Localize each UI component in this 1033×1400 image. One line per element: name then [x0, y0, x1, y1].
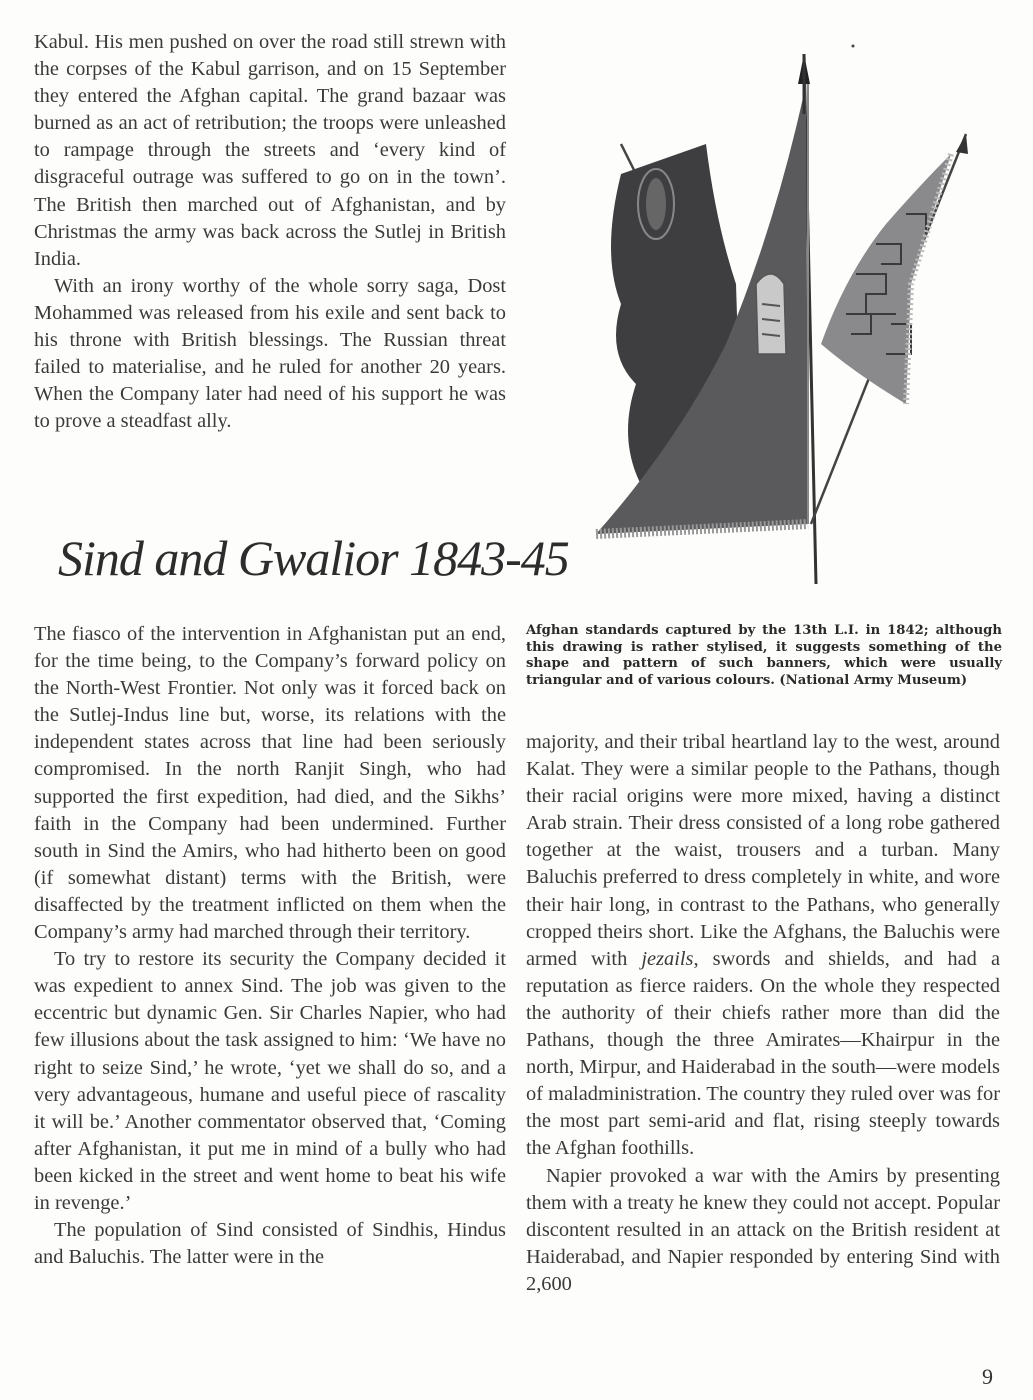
afghan-standards-illustration	[526, 24, 1006, 604]
paragraph: To try to restore its security the Company decided it was expedient to annex Sind. The job was given to the eccentric but dynamic Gen. Sir Charles Napier, who had few illusions about the task assigned to him: ‘We have no right to seize Sind,’ he wrote, ‘yet we shall do so, and a very advantageous, humane and useful piece of rascality it will be.’ Another commentator observed that, ‘Coming after Afghanistan, it put me in mind of a bully who had been kicked in the street and went home to beat his wife in revenge.’	[34, 948, 506, 1214]
text-run: , swords and shields, and had a reputation as fierce raiders. On the whole they respected the authority of their chiefs rather more than did the Pathans, though the three Amirates—Khairpur in the north, Mirpur, and Haiderabad in the south—were models of maladministration. The country they ruled over was for the most part semi-arid and flat, rising steeply towards the Afghan foothills.	[526, 947, 1000, 1160]
paragraph: The population of Sind consisted of Sindhis, Hindus and Baluchis. The latter were in the	[34, 1219, 506, 1269]
text-column-right	[526, 729, 1000, 1298]
banner-inscription-panel	[756, 274, 786, 354]
paragraph	[526, 729, 1000, 1163]
text-column-left-top	[34, 29, 506, 435]
pole-finial	[956, 134, 968, 154]
flags-drawing	[526, 24, 1006, 604]
speck	[852, 45, 855, 48]
banner-emblem-inner	[646, 178, 666, 230]
paragraph: Napier provoked a war with the Amirs by presenting them with a treaty he knew they could not accept. Popular discontent resulted in an attack on the British resident at Haiderabad, and Napier responded by entering Sind with 2,600	[526, 1164, 1000, 1295]
figure-caption: Afghan standards captured by the 13th L.I. in 1842; although this drawing is rather stylised, it suggests something of the shape and pattern of such banners, which were usually triangular and of various colours. (National Army Museum)	[526, 623, 1002, 688]
paragraph: The fiasco of the intervention in Afghanistan put an end, for the time being, to the Company’s forward policy on the North-West Frontier. Not only was it forced back on the Sutlej-Indus line but, worse, its relations with the independent states across that line had been seriously compromised. In the north Ranjit Singh, who had supported the first expedition, had died, and the Sikhs’ faith in the Company had been undermined. Further south in Sind the Amirs, who had hitherto been on good (if somewhat distant) terms with the British, were disaffected by the treatment inflicted on them when the Company’s army had marched through their territory.	[34, 623, 506, 944]
page-number: 9	[982, 1364, 993, 1389]
text-column-left-bottom	[34, 621, 506, 1271]
text-run: majority, and their tribal heartland lay to the west, around Kalat. They were a similar people to the Pathans, though their racial origins were more mixed, having a distinct Arab strain. Their dress consisted of a long robe gathered together at the waist, trousers and a turban. Many Baluchis preferred to dress completely in white, and wore their hair long, in contrast to the Pathans, who generally cropped theirs short. Like the Afghans, the Baluchis were armed with	[526, 731, 1000, 970]
section-heading: Sind and Gwalior 1843-45	[58, 530, 569, 586]
paragraph: Kabul. His men pushed on over the road still strewn with the corpses of the Kabul garrison, and on 15 September they entered the Afghan capital. The grand bazaar was burned as an act of retribution; the troops were unleashed to rampage through the streets and ‘every kind of disgraceful outrage was suffered to go on in the town’. The British then marched out of Afghanistan, and by Christmas the army was back across the Sutlej in British India.	[34, 31, 506, 270]
paragraph: With an irony worthy of the whole sorry saga, Dost Mohammed was released from his exile and sent back to his throne with British blessings. The Russian threat failed to materialise, and he ruled for another 20 years. When the Company later had need of his support he was to prove a steadfast ally.	[34, 274, 506, 433]
italic-term: jezails	[641, 947, 694, 970]
